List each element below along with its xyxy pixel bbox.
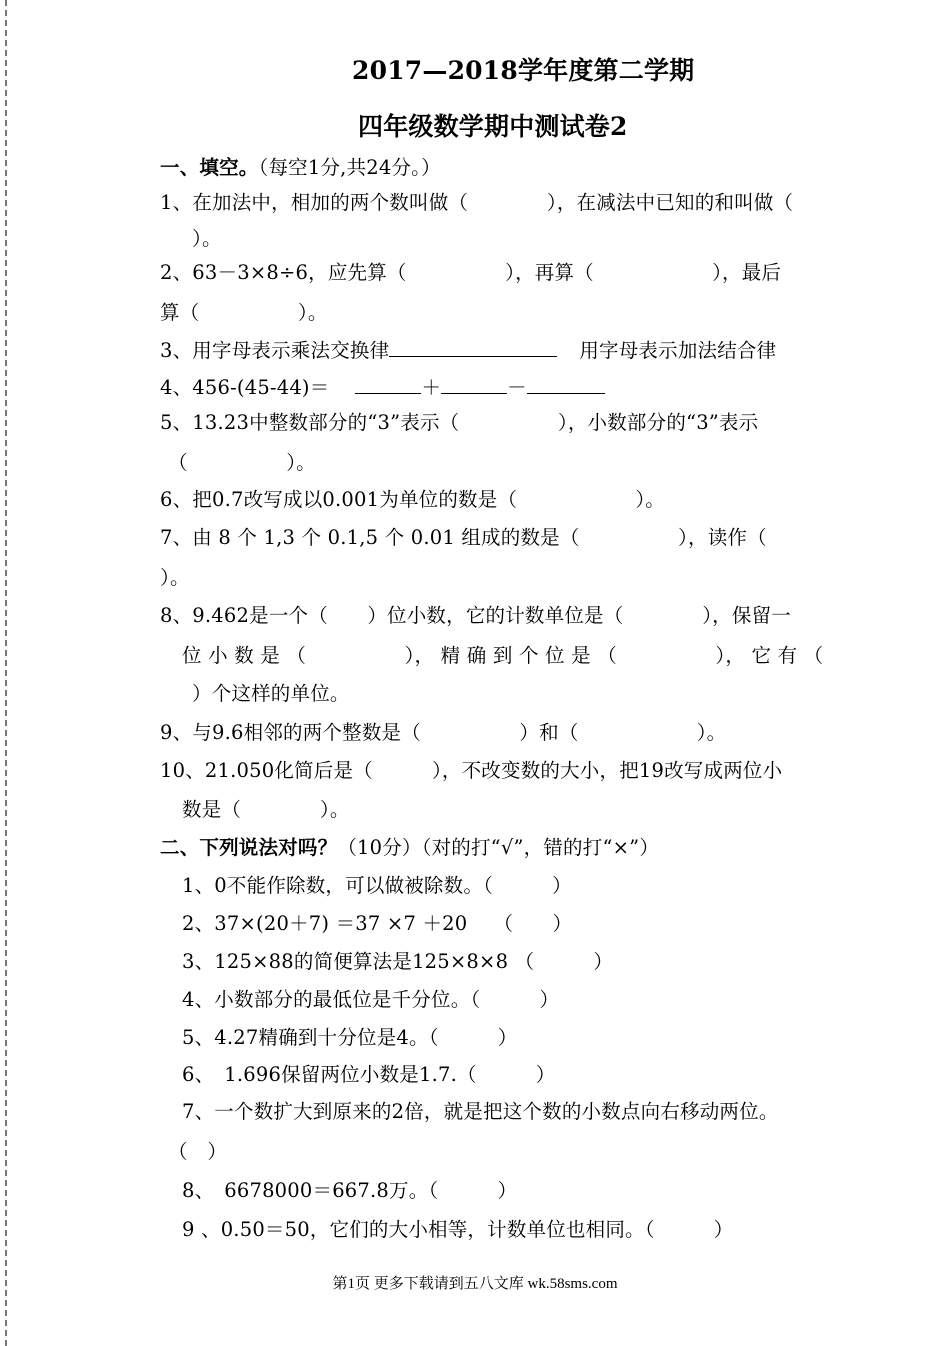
judge-item-7-bracket: （ ） <box>168 1140 228 1163</box>
question-7-line-b: ）。 <box>160 566 190 589</box>
section2-heading: 二、下列说法对吗？ <box>160 836 338 859</box>
question-8-line-b: 位 小 数 是 （ ）， 精 确 到 个 位 是 （ ）， 它 有 （ <box>182 644 824 667</box>
answer-blank[interactable] <box>441 373 507 394</box>
judge-item-7: 7、一个数扩大到原来的2倍，就是把这个数的小数点向右移动两位。 <box>182 1100 779 1123</box>
page-footer: 第1页 更多下载请到五八文库 wk.58sms.com <box>332 1276 618 1292</box>
judge-item-3: 3、125×88的简便算法是125×8×8 （ ） <box>182 950 614 973</box>
answer-blank[interactable] <box>527 373 605 394</box>
section2-note: （10分）（对的打“√”，错的打“×”） <box>337 836 660 859</box>
answer-blank[interactable] <box>355 373 421 394</box>
judge-item-2: 2、37×(20＋7) ＝37 ×7 ＋20 （ ） <box>182 912 573 935</box>
question-1-line-a: 1、在加法中，相加的两个数叫做（ ），在减法中已知的和叫做（ <box>160 191 794 214</box>
question-10-line-a: 10、21.050化简后是（ ），不改变数的大小，把19改写成两位小 <box>160 759 783 782</box>
minus-sign: － <box>507 376 527 399</box>
section1-header <box>160 155 441 181</box>
judge-item-4: 4、小数部分的最低位是千分位。（ ） <box>182 988 560 1011</box>
question-6: 6、把0.7改写成以0.001为单位的数是（ ）。 <box>160 488 665 511</box>
judge-item-9: 9 、0.50＝50，它们的大小相等，计数单位也相同。（ ） <box>182 1218 734 1241</box>
question-8-line-a: 8、9.462是一个（ ）位小数，它的计数单位是（ ），保留一 <box>160 604 791 627</box>
question-7-line-a: 7、由 8 个 1,3 个 0.1,5 个 0.01 组成的数是（ ），读作（ <box>160 526 767 549</box>
question-3-part-b: 用字母表示加法结合律 <box>579 339 777 362</box>
question-10-line-b: 数是（ ）。 <box>182 798 350 821</box>
title-line-1: 2017—2018学年度第二学期 <box>352 56 695 85</box>
binding-dashed-border <box>5 0 7 1346</box>
section1-heading: 一、填空。 <box>160 156 259 179</box>
judge-item-5: 5、4.27精确到十分位是4。（ ） <box>182 1026 518 1049</box>
question-1-line-b: ）。 <box>192 227 222 250</box>
answer-blank[interactable] <box>389 336 557 357</box>
question-5-line-a: 5、13.23中整数部分的“3”表示（ ），小数部分的“3”表示 <box>160 411 759 434</box>
judge-item-6: 6、 1.696保留两位小数是1.7.（ ） <box>182 1063 556 1086</box>
question-8-line-c: ）个这样的单位。 <box>192 682 350 705</box>
judge-item-8: 8、 6678000＝667.8万。（ ） <box>182 1179 518 1202</box>
section1-note: （每空1分,共24分。） <box>258 156 441 179</box>
section2-header <box>160 835 659 861</box>
question-5-line-b: （ ）。 <box>168 451 316 474</box>
title-line-2: 四年级数学期中测试卷2 <box>358 112 628 141</box>
plus-sign: ＋ <box>421 376 442 399</box>
question-9: 9、与9.6相邻的两个整数是（ ）和（ ）。 <box>160 721 727 744</box>
question-3-part-a: 3、用字母表示乘法交换律 <box>160 339 390 362</box>
judge-item-1: 1、0不能作除数，可以做被除数。（ ） <box>182 874 572 897</box>
question-3 <box>160 336 776 364</box>
question-2-line-a: 2、63－3×8÷6，应先算（ ），再算（ ），最后 <box>160 261 782 284</box>
question-4 <box>160 373 605 401</box>
question-2-line-b: 算（ ）。 <box>160 301 328 324</box>
question-4-expression: 4、456-(45-44)＝ <box>160 376 330 399</box>
